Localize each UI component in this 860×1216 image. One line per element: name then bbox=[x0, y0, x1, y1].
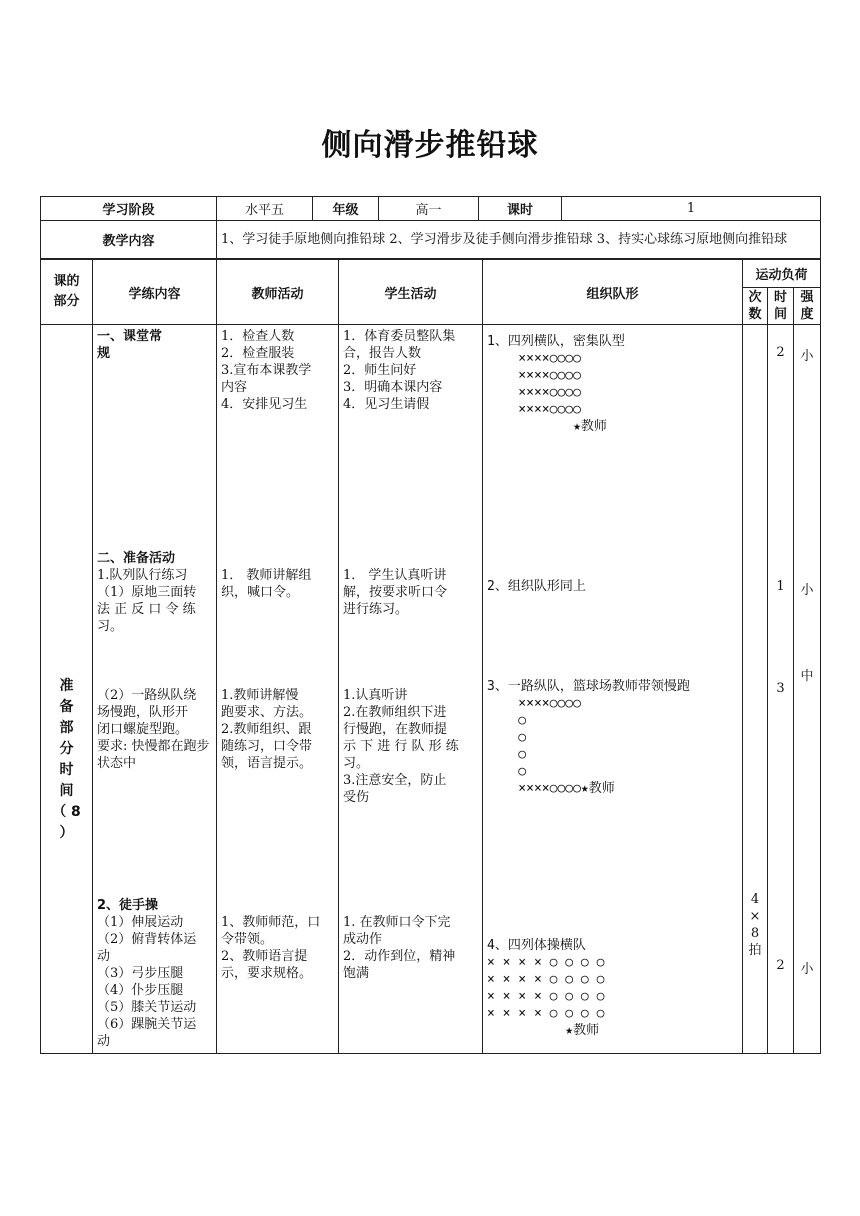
freehand-intensity: 小 bbox=[800, 962, 814, 977]
routine-student: 1．体育委员整队集 合，报告人数 2．师生问好 3．明确本课内容 4．见习生请假 bbox=[343, 329, 456, 412]
freehand-title: 2、徒手操 bbox=[97, 898, 159, 913]
grade-value: 高一 bbox=[379, 197, 479, 221]
freehand-practice: （1）伸展运动 （2）俯背转体运 动 （3）弓步压腿 （4）仆步压腿 （5）膝关节运动 （6）踝腕关节运 动 bbox=[97, 915, 197, 1049]
grade-label: 年级 bbox=[313, 197, 379, 221]
times-cell bbox=[743, 325, 768, 1054]
freehand-times: 4 × 8 拍 bbox=[748, 892, 762, 958]
jog-student: 1.认真听讲 2.在教师组织下进 行慢跑，在教师提 示 下 进 行 队 形 练 习。 3.注意安全，防止 受伤 bbox=[343, 688, 459, 805]
freehand-teacher: 1、教师师范，口 令带领。 2、教师语言提 示，要求规格。 bbox=[221, 915, 321, 981]
content-label: 教学内容 bbox=[41, 221, 217, 259]
freehand-duration: 2 bbox=[776, 958, 785, 973]
student-column-header: 学生活动 bbox=[384, 286, 437, 302]
content-value: 1、学习徒手原地侧向推铅球 2、学习滑步及徒手侧向滑步推铅球 3、持实心球练习原地侧向推铅球 bbox=[217, 221, 821, 259]
routine-duration: 2 bbox=[776, 345, 785, 360]
formation-column-header: 组织队形 bbox=[586, 286, 639, 302]
warmup-teacher: 1． 教师讲解组 织，喊口令。 bbox=[221, 568, 312, 600]
teacher-column-header: 教师活动 bbox=[251, 286, 304, 302]
duration-column-header: 时 间 bbox=[773, 290, 787, 322]
stage-label: 学习阶段 bbox=[41, 197, 217, 221]
warmup-duration: 1 bbox=[776, 579, 785, 594]
lesson-plan-table bbox=[40, 259, 821, 1054]
practice-cell bbox=[93, 325, 217, 1054]
routine-title: 一、课堂常 规 bbox=[97, 329, 163, 361]
warmup-intensity: 小 bbox=[800, 583, 814, 598]
routine-intensity: 小 bbox=[800, 349, 814, 364]
part-column-header: 课的 部分 bbox=[53, 274, 80, 309]
warmup-formation: 2、组织队形同上 bbox=[487, 579, 586, 594]
section-name: 准 备 部 分 时 间 （ 8 ） bbox=[52, 678, 81, 841]
freehand-formation: 4、四列体操横队 × × × × ○ ○ ○ ○ × × × × ○ ○ ○ ○ × × × × ○ ○ ○ ○ × × × × ○ ○ ○ ○ ★教师 bbox=[487, 938, 605, 1038]
jog-practice: （2）一路纵队绕 场慢跑，队形开 闭口螺旋型跑。 要求: 快慢都在跑步 状态中 bbox=[97, 688, 210, 771]
page-title: 侧向滑步推铅球 bbox=[321, 128, 539, 163]
jog-intensity: 中 bbox=[800, 669, 814, 684]
student-cell bbox=[339, 325, 483, 1054]
practice-column-header: 学练内容 bbox=[128, 286, 181, 302]
formation-cell bbox=[483, 325, 743, 1054]
times-column-header: 次 数 bbox=[748, 290, 762, 322]
routine-formation: 1、四列横队，密集队型 ××××○○○○ ××××○○○○ ××××○○○○ ××××○○○○ ★教师 bbox=[487, 334, 625, 434]
warmup-title: 二、准备活动 bbox=[97, 551, 176, 566]
intensity-cell bbox=[794, 325, 821, 1054]
load-column-header: 运动负荷 bbox=[755, 268, 808, 283]
jog-teacher: 1.教师讲解慢 跑要求、方法。 2.教师组织、跟 随练习，口令带 领，语言提示。 bbox=[221, 688, 313, 771]
jog-duration: 3 bbox=[776, 681, 785, 696]
lesson-header-table bbox=[40, 196, 821, 259]
duration-cell bbox=[768, 325, 794, 1054]
period-label: 课时 bbox=[479, 197, 562, 221]
warmup-practice: 1.队列队行练习 （1）原地三面转 法 正 反 口 令 练 习。 bbox=[97, 568, 197, 634]
stage-value: 水平五 bbox=[217, 197, 313, 221]
teacher-cell bbox=[217, 325, 339, 1054]
section-cell bbox=[41, 325, 93, 1054]
period-value: 1 bbox=[562, 197, 821, 221]
jog-formation: 3、一路纵队，篮球场教师带领慢跑 ××××○○○○ ○ ○ ○ ○ ××××○○○○★教师 bbox=[487, 679, 690, 796]
routine-teacher: 1．检查人数 2．检查服装 3.宣布本课教学 内容 4．安排见习生 bbox=[221, 329, 312, 412]
warmup-student: 1． 学生认真听讲 解，按要求听口令 进行练习。 bbox=[343, 568, 448, 617]
intensity-column-header: 强 度 bbox=[800, 290, 814, 322]
freehand-student: 1. 在教师口令下完 成动作 2．动作到位，精神 饱满 bbox=[343, 915, 456, 981]
